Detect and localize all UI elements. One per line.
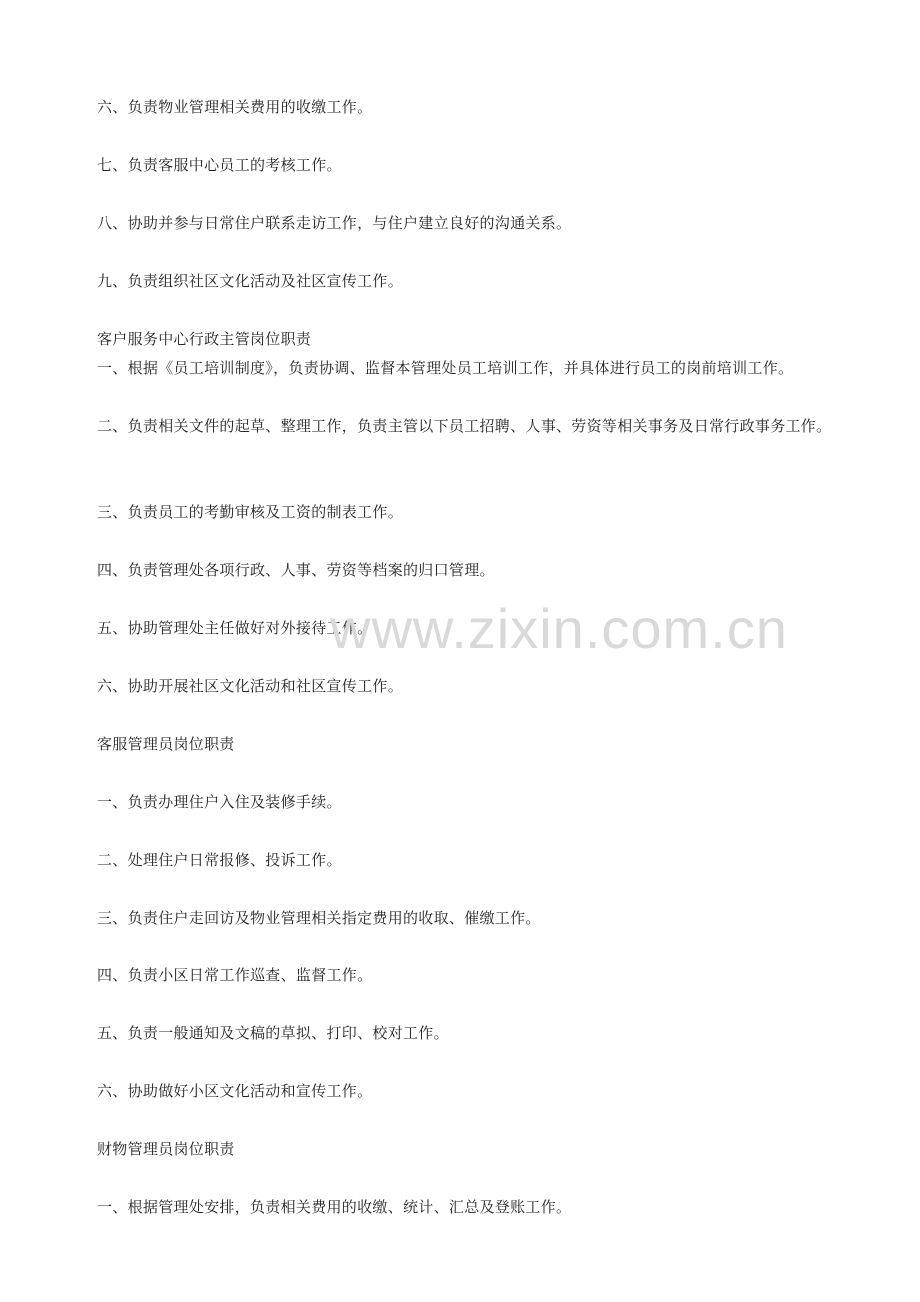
- duty-item: 三、负责住户走回访及物业管理相关指定费用的收取、催缴工作。: [97, 909, 541, 927]
- duty-item: 五、协助管理处主任做好对外接待工作。: [97, 619, 373, 637]
- duty-item: 六、协助开展社区文化活动和社区宣传工作。: [97, 677, 404, 695]
- watermark: www.zixin.com.cn: [330, 597, 788, 660]
- duty-item: 三、负责员工的考勤审核及工资的制表工作。: [97, 503, 404, 521]
- duty-item: 四、负责小区日常工作巡查、监督工作。: [97, 966, 373, 984]
- section-heading: 客户服务中心行政主管岗位职责: [97, 330, 312, 348]
- duty-item: 一、根据《员工培训制度》，负责协调、监督本管理处员工培训工作，并具体进行员工的岗前培训工作。: [97, 359, 794, 377]
- duty-item: 九、负责组织社区文化活动及社区宣传工作。: [97, 272, 404, 290]
- section-heading: 客服管理员岗位职责: [97, 735, 235, 753]
- duty-item: 一、根据管理处安排，负责相关费用的收缴、统计、汇总及登账工作。: [97, 1198, 572, 1216]
- duty-item: 四、负责管理处各项行政、人事、劳资等档案的归口管理。: [97, 561, 495, 579]
- duty-item: 八、协助并参与日常住户联系走访工作，与住户建立良好的沟通关系。: [97, 214, 572, 232]
- duty-item: 一、负责办理住户入住及装修手续。: [97, 793, 342, 811]
- duty-item: 五、负责一般通知及文稿的草拟、打印、校对工作。: [97, 1024, 449, 1042]
- section-heading: 财物管理员岗位职责: [97, 1140, 235, 1158]
- duty-item: 七、负责客服中心员工的考核工作。: [97, 156, 342, 174]
- duty-item: 二、处理住户日常报修、投诉工作。: [97, 851, 342, 869]
- duty-item: 六、协助做好小区文化活动和宣传工作。: [97, 1082, 373, 1100]
- duty-item: 六、负责物业管理相关费用的收缴工作。: [97, 98, 373, 116]
- duty-item: 二、负责相关文件的起草、整理工作，负责主管以下员工招聘、人事、劳资等相关事务及日常行政事务工作。: [97, 417, 832, 435]
